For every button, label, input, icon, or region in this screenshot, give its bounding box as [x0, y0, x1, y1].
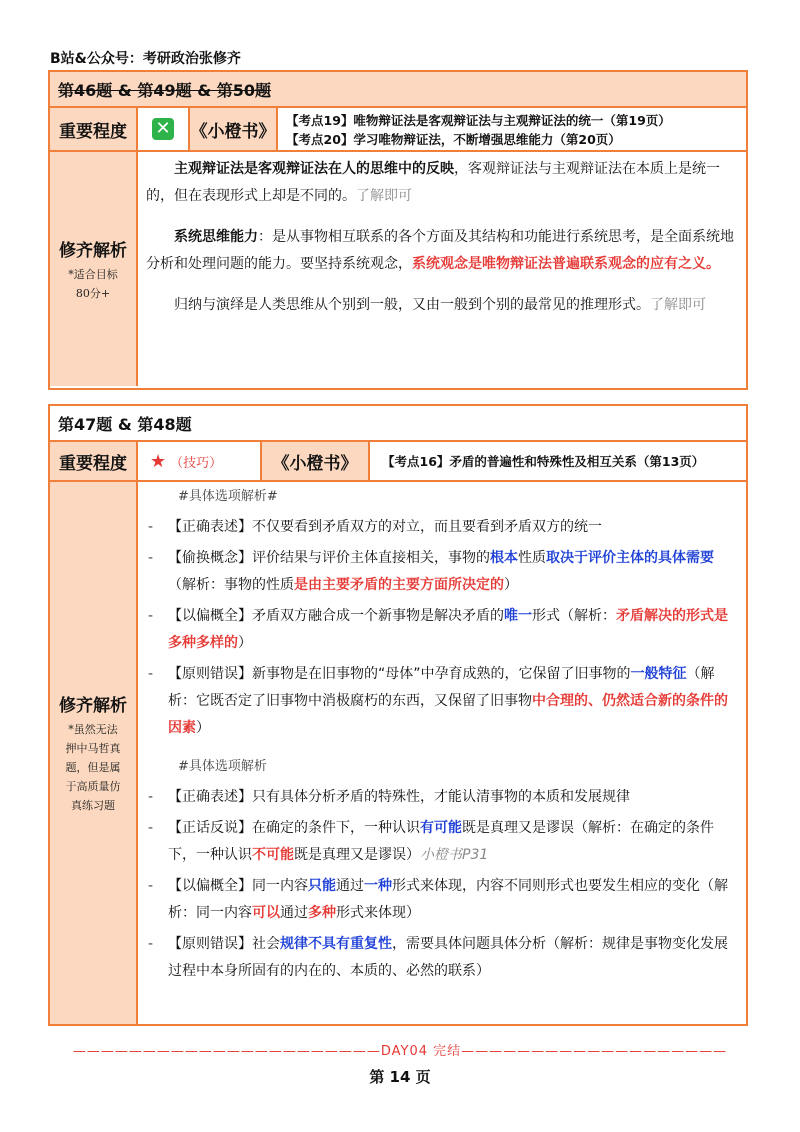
item-text: （解析：它既否定了旧事物中消极腐朽的东西，又保留了旧事物: [168, 666, 715, 709]
importance-label: 重要程度: [50, 442, 138, 480]
p3-note: 了解即可: [650, 297, 706, 313]
item-red: 中合理的、仍然适合新的条件的因素: [168, 693, 728, 736]
paragraph-1: [146, 156, 736, 210]
item-blue: 取决于评价主体的具体需要: [546, 550, 714, 566]
list-item: [146, 784, 736, 811]
importance-x-cell: [138, 108, 190, 150]
card2-importance-row: [50, 442, 746, 482]
item-text: 【以偏概全】矛盾双方融合成一个新事物是解决矛盾的: [168, 608, 504, 624]
item-text: ）: [504, 577, 518, 593]
p2-text: ：是从事物相互联系的各个方面及其结构和功能进行系统思考，是全面系统地分析和处理问题的能力。要坚持系统观念，: [146, 229, 734, 272]
p2-bold: 系统思维能力: [174, 229, 258, 245]
p1-bold: 主观辩证法是客观辩证法在人的思维中的反映: [174, 161, 454, 177]
target-note-line: 80分+: [75, 286, 111, 300]
skill-tag: （技巧）: [170, 455, 223, 471]
practice-note-line: 真练习题: [71, 799, 115, 812]
item-text: 【原则错误】新事物是在旧事物的“母体”中孕育成熟的，它保留了旧事物的: [168, 666, 631, 682]
analysis-label: 修齐解析: [59, 240, 127, 261]
item-text: 通过: [336, 878, 364, 894]
book-title: 《小橙书》: [262, 442, 370, 480]
target-note: [68, 265, 118, 303]
card2-title: [50, 406, 746, 442]
item-text: 【偷换概念】评价结果与评价主体直接相关，事物的: [168, 550, 490, 566]
importance-star-cell: [138, 442, 262, 480]
page-header: B站&公众号：考研政治张修齐: [50, 51, 241, 67]
item-text: 形式来体现）: [336, 905, 420, 921]
item-text: ）: [238, 635, 252, 651]
list-item: [146, 931, 736, 985]
item-text: （解析：事物的性质: [168, 577, 294, 593]
item-blue: 规律不具有重复性: [280, 936, 392, 952]
list-item: [146, 545, 736, 599]
item-text: 【正确表述】只有具体分析矛盾的特殊性，才能认清事物的本质和发展规律: [168, 789, 630, 805]
card1-title-text: 第46题 & 第49题 & 第50题: [58, 80, 271, 100]
paragraph-2: [146, 224, 736, 278]
practice-note-line: 题，但是属: [65, 761, 121, 774]
list-item: [146, 873, 736, 927]
item-red: 可以: [252, 905, 280, 921]
item-text: ，需要具体问题具体分析（解析：规律是事物变化发展过程中本身所固有的内在的、本质的、必然的联系）: [168, 936, 728, 979]
analysis-content: [138, 152, 746, 386]
card2-analysis-row: [50, 482, 746, 1024]
card1-importance-row: [50, 108, 746, 152]
knowledge-point-20: 【考点20】学习唯物辩证法，不断增强思维能力（第20页）: [286, 132, 621, 147]
knowledge-point-16: 【考点16】矛盾的普遍性和特殊性及相互关系（第13页）: [382, 454, 705, 469]
item-blue: 有可能: [420, 820, 462, 836]
option-analysis-heading: #具体选项解析: [178, 759, 267, 774]
analysis-label-col: [50, 152, 138, 386]
item-text: 通过: [280, 905, 308, 921]
item-blue: 一种: [364, 878, 392, 894]
book-page-ref: 小橙书P31: [420, 847, 489, 863]
importance-label: 重要程度: [50, 108, 138, 150]
practice-note: [66, 720, 121, 815]
item-text: 性质: [518, 550, 546, 566]
item-text: ）: [196, 720, 210, 736]
option-analysis-heading: #具体选项解析#: [178, 489, 278, 504]
practice-note-line: *虽然无法: [68, 723, 118, 736]
day-end-divider: ——————————————————————DAY04 完结———————————————————: [72, 1044, 728, 1059]
practice-note-line: 于高质量仿: [65, 780, 121, 793]
item-text: 【正话反说】在确定的条件下，一种认识: [168, 820, 420, 836]
card1-analysis-row: [50, 152, 746, 386]
question-card-2: [48, 404, 748, 1026]
item-text: 形式（解析：: [532, 608, 616, 624]
cross-mark-icon: ✕: [152, 118, 174, 140]
item-text: 【正确表述】不仅要看到矛盾双方的对立，而且要看到矛盾双方的统一: [168, 519, 602, 535]
book-title: 《小橙书》: [190, 108, 278, 150]
item-red: 不可能: [252, 847, 294, 863]
card2-title-text: 第47题 & 第48题: [58, 414, 192, 434]
paragraph-3: [146, 292, 736, 319]
item-red: 矛盾解决的形式是多种多样的: [168, 608, 728, 651]
item-text: 【原则错误】社会: [168, 936, 280, 952]
analysis-content: [138, 482, 746, 1024]
p2-red: 系统观念是唯物辩证法普遍联系观念的应有之义。: [412, 256, 720, 272]
knowledge-point-19: 【考点19】唯物辩证法是客观辩证法与主观辩证法的统一（第19页）: [286, 113, 671, 128]
item-blue: 根本: [490, 550, 518, 566]
knowledge-points: [278, 108, 746, 150]
item-red: 是由主要矛盾的主要方面所决定的: [294, 577, 504, 593]
item-text: 形式来体现，内容不同则形式也要发生相应的变化（解析：同一内容: [168, 878, 728, 921]
list-item: [146, 603, 736, 657]
analysis-label-col: [50, 482, 138, 1024]
item-text: 既是真理又是谬误（解析：在确定的条件下，一种认识: [168, 820, 714, 863]
item-blue: 一般特征: [630, 666, 687, 682]
item-red: 多种: [308, 905, 336, 921]
p3-text: 归纳与演绎是人类思维从个别到一般，又由一般到个别的最常见的推理形式。: [174, 297, 650, 313]
item-text: 【以偏概全】同一内容: [168, 878, 308, 894]
p1-note: 了解即可: [356, 188, 412, 204]
p1-text: ，客观辩证法与主观辩证法在本质上是统一的，但在表现形式上却是不同的。: [146, 161, 720, 204]
star-icon: ★: [150, 450, 167, 472]
question-card-1: [48, 70, 748, 390]
item-blue: 唯一: [504, 608, 532, 624]
list-item: [146, 815, 736, 869]
list-item: [146, 661, 736, 742]
item-blue: 只能: [308, 878, 336, 894]
page-number: 第 14 页: [369, 1068, 431, 1086]
list-item: [146, 514, 736, 541]
item-text: 既是真理又是谬误）: [294, 847, 420, 863]
target-note-line: *适合目标: [68, 267, 118, 281]
card1-title: [50, 72, 746, 108]
analysis-label: 修齐解析: [59, 696, 127, 716]
practice-note-line: 押中马哲真: [65, 742, 121, 755]
